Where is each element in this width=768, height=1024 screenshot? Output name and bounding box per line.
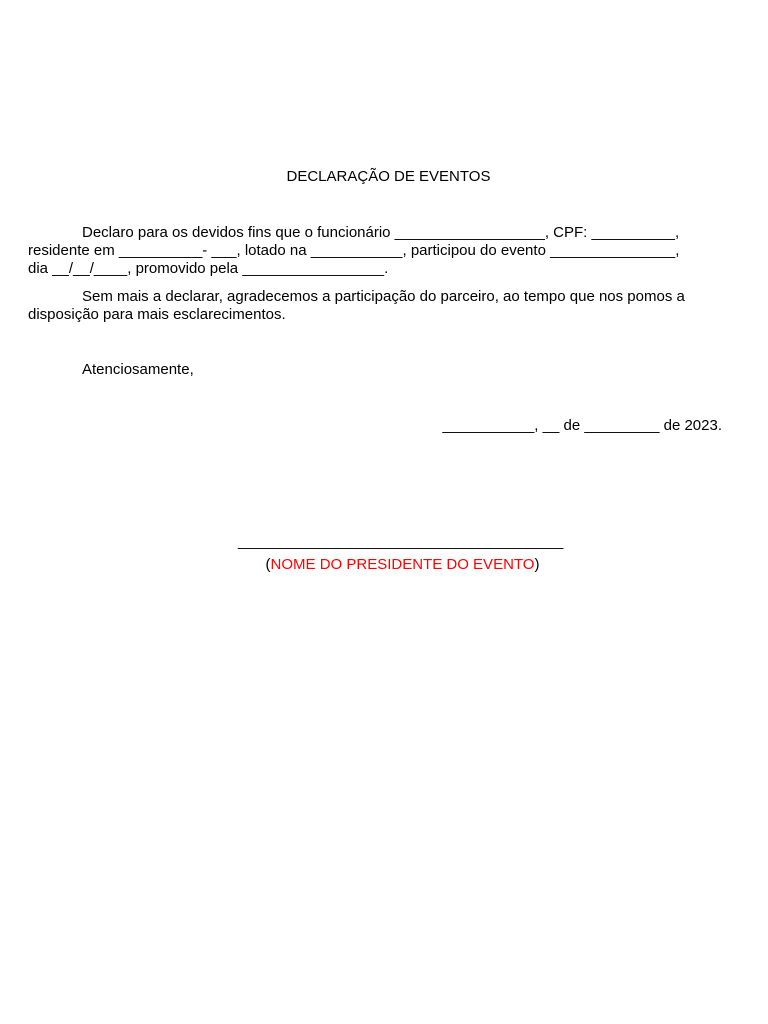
signature-close-paren: ) — [534, 556, 540, 573]
declaration-line-3: dia __/__/____, promovido pela _________________. — [28, 260, 389, 277]
document-title: DECLARAÇÃO DE EVENTOS — [286, 168, 491, 185]
salutation: Atenciosamente, — [82, 361, 194, 378]
declaration-line-1: Declaro para os devidos fins que o funcionário __________________, CPF: __________, — [82, 224, 680, 241]
signature-open-paren: ( — [265, 556, 271, 573]
signature-name — [0, 556, 768, 574]
declaration-paragraph — [28, 224, 728, 278]
signature-line: _______________________________________ — [238, 533, 564, 550]
declaration-line-2: residente em __________- ___, lotado na ___________, participou do evento _______________, — [28, 242, 680, 259]
closing-paragraph — [28, 288, 728, 324]
closing-paragraph-line-2: disposição para mais esclarecimentos. — [28, 306, 286, 323]
president-name-placeholder: NOME DO PRESIDENTE DO EVENTO — [270, 556, 535, 573]
closing-paragraph-line-1: Sem mais a declarar, agradecemos a participação do parceiro, ao tempo que nos pomos a — [82, 288, 685, 305]
date-line: ___________, __ de _________ de 2023. — [442, 417, 722, 434]
